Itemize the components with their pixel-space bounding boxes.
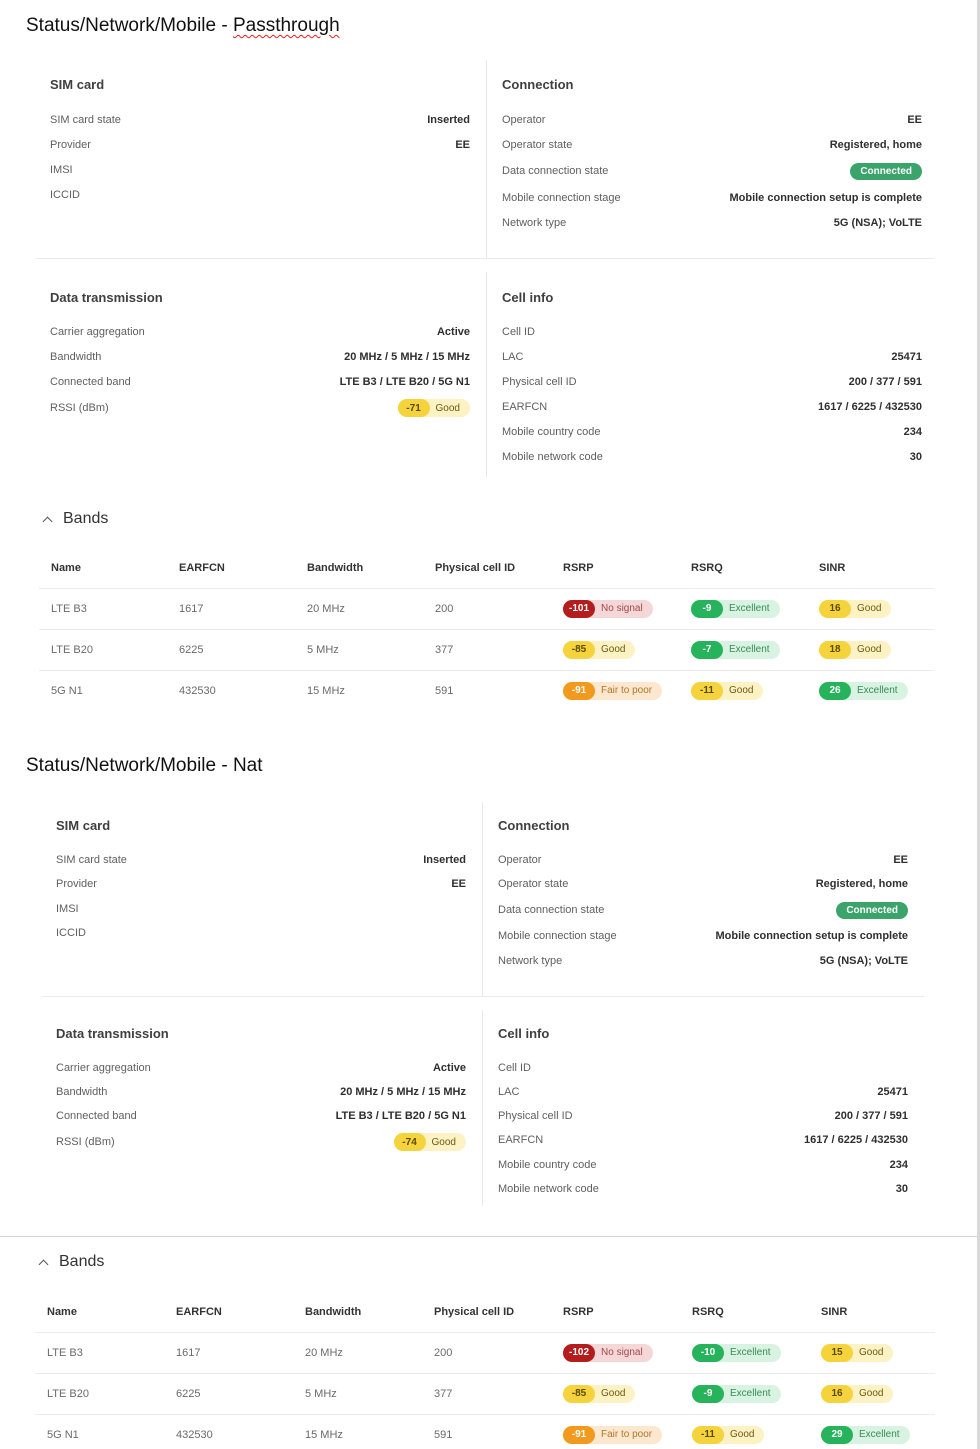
- rsrq-value: -11: [691, 682, 723, 700]
- sim-card-panel: [42, 802, 480, 996]
- sinr-value: 26: [819, 682, 851, 700]
- mcc-row: [498, 1156, 908, 1174]
- rsrp-cell: [551, 588, 679, 629]
- data-transmission-title: Data transmission: [50, 290, 163, 305]
- section-title: [26, 15, 340, 37]
- rsrp-cell: [551, 629, 679, 670]
- label: Operator: [498, 854, 542, 866]
- label: Data connection state: [498, 904, 605, 916]
- bands-separator: [0, 1236, 977, 1237]
- rsrq-value: -9: [691, 600, 723, 618]
- band-name: 5G N1: [35, 1414, 164, 1449]
- rssi-quality: Good: [435, 402, 460, 414]
- value: 1617 / 6225 / 432530: [818, 401, 922, 413]
- rsrq-value: -7: [691, 641, 723, 659]
- horizontal-divider: [42, 996, 924, 997]
- rsrp-quality: Fair to poor: [601, 685, 653, 697]
- sinr-quality: Excellent: [859, 1429, 900, 1441]
- bands-title: Bands: [59, 1253, 105, 1270]
- sinr-badge: [819, 600, 891, 618]
- table-row: [39, 588, 934, 629]
- rsrp-badge: [563, 641, 635, 659]
- rsrp-quality: Fair to poor: [601, 1429, 653, 1441]
- cell-info-panel: [488, 272, 936, 477]
- bands-table: [35, 1292, 935, 1449]
- sinr-quality: Good: [859, 1388, 884, 1399]
- value: Registered, home: [815, 878, 908, 890]
- label: Operator: [502, 114, 546, 126]
- label: ICCID: [50, 189, 80, 201]
- rsrq-badge: [692, 1344, 781, 1362]
- provider-row: [56, 875, 466, 893]
- band-pci: 200: [422, 1332, 551, 1373]
- band-earfcn: 432530: [167, 670, 295, 711]
- operator-row: [498, 851, 908, 869]
- rsrp-value: -101: [563, 600, 595, 618]
- physical-cell-id-row: [502, 373, 922, 391]
- table-row: [39, 629, 934, 670]
- horizontal-divider: [36, 258, 934, 259]
- value: Registered, home: [829, 139, 922, 151]
- band-name: LTE B20: [39, 629, 167, 670]
- label: Cell ID: [498, 1062, 532, 1074]
- data-transmission-panel: [36, 272, 484, 477]
- connected-band-row: [50, 373, 470, 391]
- connected-badge: Connected: [850, 163, 922, 180]
- cell-id-row: [498, 1059, 908, 1077]
- earfcn-row: [498, 1131, 908, 1149]
- rsrq-cell: [680, 1332, 809, 1373]
- label: RSSI (dBm): [56, 1136, 115, 1148]
- sinr-cell: [809, 1332, 935, 1373]
- label: Carrier aggregation: [56, 1062, 151, 1074]
- sinr-cell: [807, 629, 934, 670]
- rsrq-quality: Excellent: [730, 1388, 771, 1399]
- label: IMSI: [50, 164, 73, 176]
- connection-panel: [484, 802, 922, 996]
- operator-state-row: [498, 875, 908, 893]
- band-bandwidth: 20 MHz: [293, 1332, 422, 1373]
- label: Data connection state: [502, 165, 609, 177]
- label: Mobile network code: [498, 1183, 599, 1195]
- band-pci: 200: [423, 588, 551, 629]
- value: EE: [893, 854, 908, 866]
- imsi-row: [50, 161, 470, 179]
- vertical-divider: [486, 60, 487, 258]
- sinr-quality: Good: [857, 603, 882, 614]
- band-bandwidth: 5 MHz: [295, 629, 423, 670]
- table-row: [35, 1373, 935, 1414]
- sinr-cell: [809, 1414, 935, 1449]
- rssi-row: [50, 399, 470, 417]
- sinr-badge: [819, 682, 908, 700]
- sinr-cell: [807, 588, 934, 629]
- rsrp-value: -91: [563, 1426, 595, 1444]
- label: Physical cell ID: [498, 1110, 573, 1122]
- rssi-value: -74: [394, 1133, 426, 1151]
- label: Bandwidth: [50, 351, 102, 363]
- mcc-row: [502, 423, 922, 441]
- sinr-badge: [821, 1385, 893, 1403]
- rsrq-quality: Excellent: [729, 603, 770, 614]
- data-connection-row: [502, 162, 922, 180]
- value: Inserted: [423, 854, 466, 866]
- band-earfcn: 1617: [167, 588, 295, 629]
- value: Mobile connection setup is complete: [715, 930, 908, 942]
- col-name: Name: [47, 1305, 77, 1318]
- imsi-row: [56, 900, 466, 918]
- value: 234: [903, 426, 922, 438]
- connected-band-row: [56, 1107, 466, 1125]
- label: Provider: [50, 139, 91, 151]
- rsrp-quality: No signal: [601, 603, 643, 614]
- rsrp-cell: [551, 1373, 680, 1414]
- value: 5G (NSA); VoLTE: [833, 217, 922, 229]
- bands-toggle[interactable]: [44, 510, 108, 528]
- section-title-text: Status/Network/Mobile -: [26, 15, 233, 36]
- rsrq-quality: Excellent: [730, 1347, 771, 1358]
- rssi-badge: [394, 1133, 466, 1151]
- col-earfcn: EARFCN: [179, 561, 225, 574]
- label: IMSI: [56, 903, 79, 915]
- sinr-cell: [809, 1373, 935, 1414]
- bands-title: Bands: [63, 510, 109, 527]
- band-name: LTE B3: [35, 1332, 164, 1373]
- rsrp-badge: [563, 1385, 635, 1403]
- sinr-badge: [819, 641, 891, 659]
- col-bandwidth: Bandwidth: [307, 561, 364, 574]
- rsrp-badge: [563, 1344, 653, 1362]
- band-bandwidth: 20 MHz: [295, 588, 423, 629]
- connection-title: Connection: [502, 77, 574, 92]
- value: EE: [455, 139, 470, 151]
- rsrp-value: -85: [563, 1385, 595, 1403]
- rsrp-value: -102: [563, 1344, 595, 1362]
- value: Inserted: [427, 114, 470, 126]
- col-bandwidth: Bandwidth: [305, 1305, 362, 1318]
- value: LTE B3 / LTE B20 / 5G N1: [339, 376, 470, 388]
- connection-stage-row: [502, 189, 922, 207]
- rsrq-quality: Good: [730, 1429, 755, 1441]
- label: Provider: [56, 878, 97, 890]
- rssi-row: [56, 1133, 466, 1151]
- band-pci: 377: [423, 629, 551, 670]
- label: LAC: [502, 351, 524, 363]
- label: LAC: [498, 1086, 520, 1098]
- bands-header-row: [35, 1292, 935, 1332]
- label: Operator state: [502, 139, 573, 151]
- value: 1617 / 6225 / 432530: [804, 1134, 908, 1146]
- rsrq-value: -11: [692, 1426, 724, 1444]
- band-pci: 591: [422, 1414, 551, 1449]
- bands-toggle[interactable]: [40, 1253, 104, 1271]
- operator-state-row: [502, 136, 922, 154]
- value: 30: [909, 451, 922, 463]
- sinr-value: 15: [821, 1344, 853, 1362]
- rsrp-badge: [563, 600, 653, 618]
- cell-info-title: Cell info: [498, 1026, 550, 1041]
- rsrq-value: -9: [692, 1385, 724, 1403]
- rsrq-cell: [679, 670, 807, 711]
- label: EARFCN: [498, 1134, 544, 1146]
- rsrp-quality: Good: [601, 644, 626, 655]
- cell-info-title: Cell info: [502, 290, 554, 305]
- rsrq-badge: [692, 1426, 764, 1444]
- value: EE: [907, 114, 922, 126]
- sim-state-row: [50, 111, 470, 129]
- col-name: Name: [51, 561, 81, 574]
- band-bandwidth: 15 MHz: [293, 1414, 422, 1449]
- bands-table: [39, 548, 934, 711]
- chevron-up-icon: [39, 1259, 49, 1269]
- sinr-value: 16: [819, 600, 851, 618]
- col-rsrp: RSRP: [563, 1305, 594, 1318]
- section-title-text: Status/Network/Mobile - Nat: [26, 755, 263, 776]
- sinr-value: 16: [821, 1385, 853, 1403]
- label: Physical cell ID: [502, 376, 577, 388]
- connected-badge: Connected: [836, 902, 908, 919]
- mnc-row: [502, 448, 922, 466]
- band-pci: 591: [423, 670, 551, 711]
- rsrp-cell: [551, 670, 679, 711]
- value: LTE B3 / LTE B20 / 5G N1: [335, 1110, 466, 1122]
- label: EARFCN: [502, 401, 548, 413]
- bandwidth-row: [56, 1083, 466, 1101]
- value: Active: [432, 1062, 466, 1074]
- label: Carrier aggregation: [50, 326, 145, 338]
- section-title: [26, 755, 263, 777]
- table-row: [35, 1332, 935, 1373]
- value: EE: [451, 878, 466, 890]
- band-earfcn: 432530: [164, 1414, 293, 1449]
- label: Connected band: [50, 376, 131, 388]
- earfcn-row: [502, 398, 922, 416]
- cell-info-panel: [484, 1010, 922, 1206]
- rsrq-quality: Good: [729, 685, 754, 697]
- connection-title: Connection: [498, 818, 570, 833]
- rssi-quality: Good: [431, 1136, 456, 1148]
- label: SIM card state: [50, 114, 121, 126]
- band-earfcn: 1617: [164, 1332, 293, 1373]
- band-pci: 377: [422, 1373, 551, 1414]
- rsrp-value: -85: [563, 641, 595, 659]
- band-bandwidth: 5 MHz: [293, 1373, 422, 1414]
- value: 30: [895, 1183, 908, 1195]
- sim-card-title: SIM card: [56, 818, 111, 833]
- rsrq-badge: [691, 600, 780, 618]
- band-name: LTE B20: [35, 1373, 164, 1414]
- lac-row: [498, 1083, 908, 1101]
- label: Mobile connection stage: [502, 192, 621, 204]
- cell-id-row: [502, 323, 922, 341]
- carrier-aggregation-row: [50, 323, 470, 341]
- value: 20 MHz / 5 MHz / 15 MHz: [344, 351, 470, 363]
- value: 25471: [877, 1086, 908, 1098]
- col-rsrp: RSRP: [563, 561, 594, 574]
- sinr-value: 29: [821, 1426, 853, 1444]
- label: Mobile country code: [498, 1159, 597, 1171]
- rsrp-badge: [563, 1426, 662, 1444]
- label: Bandwidth: [56, 1086, 108, 1098]
- table-row: [35, 1414, 935, 1449]
- band-earfcn: 6225: [167, 629, 295, 670]
- bandwidth-row: [50, 348, 470, 366]
- carrier-aggregation-row: [56, 1059, 466, 1077]
- label: Network type: [502, 217, 567, 229]
- rsrq-badge: [691, 682, 763, 700]
- rsrp-value: -91: [563, 682, 595, 700]
- band-name: LTE B3: [39, 588, 167, 629]
- value: 200 / 377 / 591: [848, 376, 922, 388]
- data-connection-row: [498, 901, 908, 919]
- section-title-word: Passthrough: [232, 15, 340, 36]
- value: 234: [889, 1159, 908, 1171]
- chevron-up-icon: [43, 516, 53, 526]
- rsrp-quality: No signal: [601, 1347, 643, 1358]
- value: 20 MHz / 5 MHz / 15 MHz: [340, 1086, 466, 1098]
- rsrq-value: -10: [692, 1344, 724, 1362]
- rsrp-cell: [551, 1414, 680, 1449]
- lac-row: [502, 348, 922, 366]
- sim-state-row: [56, 851, 466, 869]
- col-earfcn: EARFCN: [176, 1305, 222, 1318]
- rsrq-cell: [679, 629, 807, 670]
- rsrq-quality: Excellent: [729, 644, 770, 655]
- value: 200 / 377 / 591: [834, 1110, 908, 1122]
- iccid-row: [56, 924, 466, 942]
- network-type-row: [498, 952, 908, 970]
- sinr-quality: Good: [859, 1347, 884, 1358]
- rsrp-cell: [551, 1332, 680, 1373]
- connection-stage-row: [498, 927, 908, 945]
- label: Mobile network code: [502, 451, 603, 463]
- sim-card-panel: [36, 60, 484, 258]
- sinr-quality: Excellent: [857, 685, 898, 697]
- band-earfcn: 6225: [164, 1373, 293, 1414]
- mnc-row: [498, 1180, 908, 1198]
- rssi-value: -71: [398, 399, 430, 417]
- label: Network type: [498, 955, 563, 967]
- value: 25471: [891, 351, 922, 363]
- rsrq-cell: [680, 1414, 809, 1449]
- rsrq-badge: [692, 1385, 781, 1403]
- provider-row: [50, 136, 470, 154]
- sinr-cell: [807, 670, 934, 711]
- nat-section: [0, 740, 977, 1449]
- band-bandwidth: 15 MHz: [295, 670, 423, 711]
- data-transmission-panel: [42, 1010, 480, 1206]
- rsrq-cell: [679, 588, 807, 629]
- physical-cell-id-row: [498, 1107, 908, 1125]
- network-type-row: [502, 214, 922, 232]
- label: Mobile country code: [502, 426, 601, 438]
- connection-panel: [488, 60, 936, 258]
- band-name: 5G N1: [39, 670, 167, 711]
- col-sinr: SINR: [819, 561, 846, 574]
- label: SIM card state: [56, 854, 127, 866]
- label: RSSI (dBm): [50, 402, 109, 414]
- col-rsrq: RSRQ: [692, 1305, 724, 1318]
- label: Mobile connection stage: [498, 930, 617, 942]
- sim-card-title: SIM card: [50, 77, 105, 92]
- data-transmission-title: Data transmission: [56, 1026, 169, 1041]
- col-rsrq: RSRQ: [691, 561, 723, 574]
- label: Operator state: [498, 878, 569, 890]
- rssi-badge: [398, 399, 470, 417]
- sinr-badge: [821, 1344, 893, 1362]
- col-physical-cell-id: Physical cell ID: [435, 561, 516, 574]
- col-sinr: SINR: [821, 1305, 848, 1318]
- iccid-row: [50, 186, 470, 204]
- rsrp-badge: [563, 682, 662, 700]
- vertical-divider: [482, 802, 483, 996]
- rsrq-badge: [691, 641, 780, 659]
- label: Connected band: [56, 1110, 137, 1122]
- rsrq-cell: [680, 1373, 809, 1414]
- sinr-badge: [821, 1426, 910, 1444]
- table-row: [39, 670, 934, 711]
- value: Active: [436, 326, 470, 338]
- rsrp-quality: Good: [601, 1388, 626, 1399]
- value: 5G (NSA); VoLTE: [819, 955, 908, 967]
- col-physical-cell-id: Physical cell ID: [434, 1305, 515, 1318]
- bands-header-row: [39, 548, 934, 588]
- sinr-value: 18: [819, 641, 851, 659]
- vertical-divider: [482, 1010, 483, 1206]
- operator-row: [502, 111, 922, 129]
- sinr-quality: Good: [857, 644, 882, 655]
- label: Cell ID: [502, 326, 536, 338]
- vertical-divider: [486, 272, 487, 477]
- value: Mobile connection setup is complete: [729, 192, 922, 204]
- label: ICCID: [56, 927, 86, 939]
